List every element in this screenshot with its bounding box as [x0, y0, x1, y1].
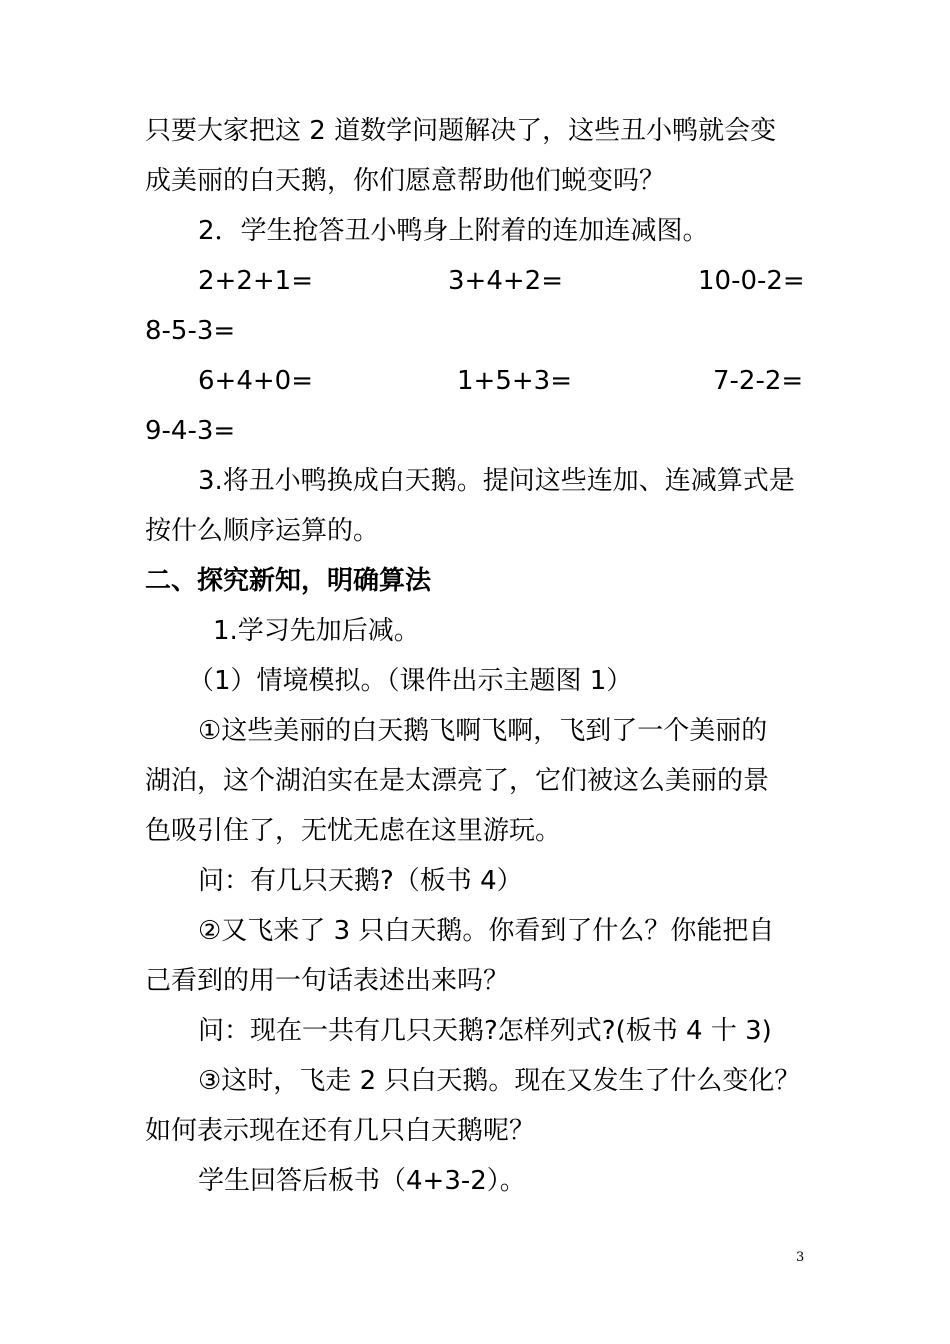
paragraph-line: ③这时，飞走 2 只白天鹅。现在又发生了什么变化？	[198, 1066, 801, 1096]
equation: 1+5+3=	[457, 366, 572, 396]
equation: 2+2+1=	[198, 266, 313, 296]
paragraph-line: ①这些美丽的白天鹅飞啊飞啊，飞到了一个美丽的	[198, 716, 768, 746]
paragraph-line: ②又飞来了 3 只白天鹅。你看到了什么？你能把自	[198, 916, 775, 946]
subheading: 1.学习先加后减。	[213, 616, 420, 646]
page-number: 3	[796, 1250, 805, 1265]
paragraph-line: 色吸引住了，无忧无虑在这里游玩。	[145, 816, 562, 846]
paragraph-line: 按什么顺序运算的。	[145, 516, 380, 546]
equation: 7-2-2=	[713, 366, 804, 396]
equation: 3+4+2=	[448, 266, 563, 296]
question-line: 问：现在一共有几只天鹅?怎样列式?(板书 4 十 3)	[198, 1016, 772, 1046]
equation: 10-0-2=	[698, 266, 805, 296]
paragraph-line: 只要大家把这 2 道数学问题解决了，这些丑小鸭就会变	[145, 116, 777, 146]
paragraph-line: 己看到的用一句话表述出来吗？	[145, 966, 510, 996]
equation: 8-5-3=	[145, 316, 236, 346]
subheading: （1）情境模拟。（课件出示主题图 1）	[188, 666, 633, 696]
paragraph-line: 湖泊，这个湖泊实在是太漂亮了，它们被这么美丽的景	[145, 766, 770, 796]
answer-line: 学生回答后板书（4+3-2）。	[198, 1166, 526, 1196]
paragraph-line: 2．学生抢答丑小鸭身上附着的连加连减图。	[198, 216, 709, 246]
equation: 9-4-3=	[145, 416, 236, 446]
paragraph-line: 如何表示现在还有几只白天鹅呢？	[145, 1116, 536, 1146]
equation: 6+4+0=	[198, 366, 313, 396]
question-line: 问：有几只天鹅?（板书 4）	[198, 866, 523, 896]
paragraph-line: 成美丽的白天鹅，你们愿意帮助他们蜕变吗？	[145, 166, 666, 196]
section-heading: 二、探究新知，明确算法	[145, 566, 432, 596]
paragraph-line: 3.将丑小鸭换成白天鹅。提问这些连加、连减算式是	[198, 466, 795, 496]
